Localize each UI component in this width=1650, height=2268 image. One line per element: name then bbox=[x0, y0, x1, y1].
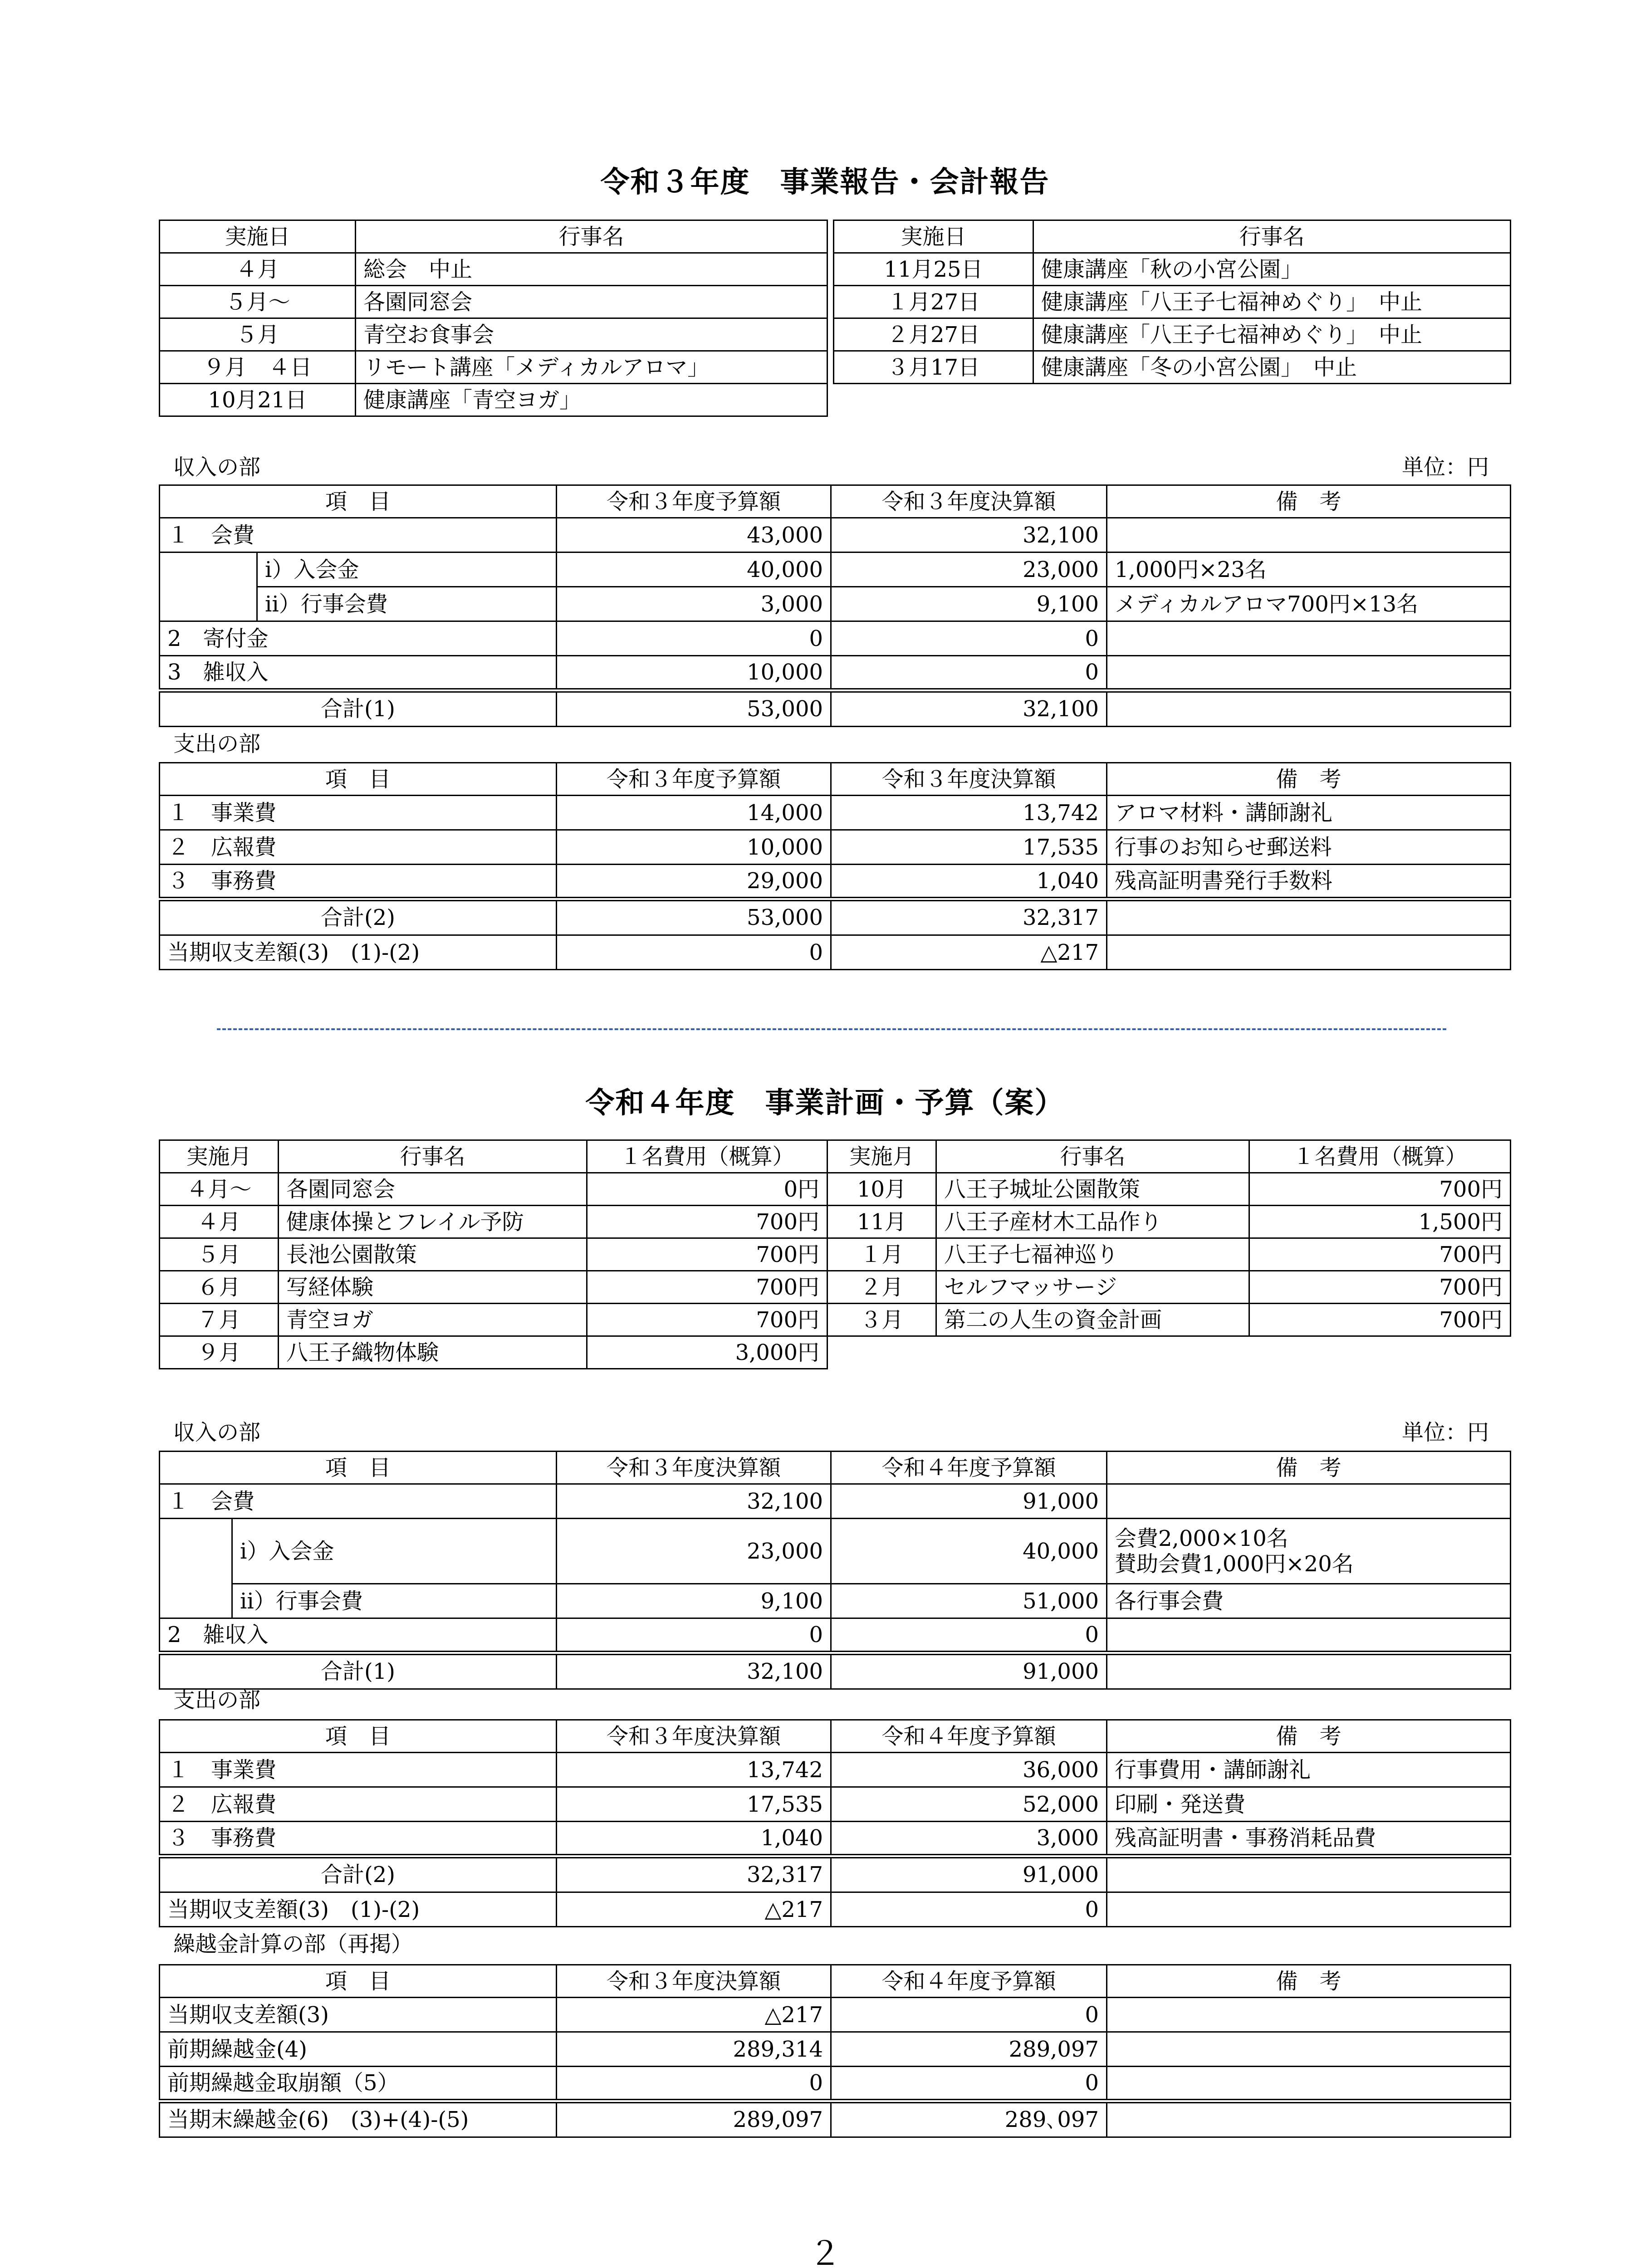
cell: ５月 bbox=[160, 318, 356, 351]
header-remarks: 備 考 bbox=[1107, 1965, 1511, 1998]
table-row bbox=[160, 318, 827, 351]
cell bbox=[1107, 935, 1511, 970]
cell: ２月27日 bbox=[834, 318, 1033, 351]
cell: 合計(2) bbox=[160, 899, 557, 935]
table-row bbox=[160, 1584, 1511, 1618]
table-row bbox=[160, 552, 1511, 587]
cell: 91,000 bbox=[831, 1653, 1107, 1689]
table-row bbox=[160, 1336, 827, 1369]
header-remarks: 備 考 bbox=[1107, 1452, 1511, 1484]
header-cost: １名費用（概算） bbox=[1249, 1140, 1511, 1173]
cell: 0 bbox=[557, 935, 831, 970]
header-item: 項 目 bbox=[160, 1720, 557, 1753]
cell: ⅱ）行事会費 bbox=[232, 1584, 557, 1618]
cell: 14,000 bbox=[557, 796, 831, 830]
indent-cell bbox=[160, 1519, 232, 1584]
cell: 健康体操とフレイル予防 bbox=[279, 1206, 587, 1238]
header-item: 項 目 bbox=[160, 485, 557, 518]
income-section-label-2: 収入の部 bbox=[173, 1420, 261, 1445]
header-event: 行事名 bbox=[279, 1140, 587, 1173]
cell: 52,000 bbox=[831, 1787, 1107, 1822]
cell bbox=[1107, 1856, 1511, 1892]
cell: ２ 広報費 bbox=[160, 830, 557, 865]
cell: 10,000 bbox=[557, 656, 831, 690]
table-row bbox=[160, 587, 1511, 621]
table-row bbox=[160, 830, 1511, 865]
cell: 32,100 bbox=[557, 1653, 831, 1689]
cell: 10,000 bbox=[557, 830, 831, 865]
table-row bbox=[160, 865, 1511, 899]
events-fy4-right-table bbox=[827, 1139, 1511, 1337]
cell: △217 bbox=[557, 1892, 831, 1927]
cell: ⅰ）入会金 bbox=[232, 1519, 557, 1584]
header-actual: 令和３年度決算額 bbox=[831, 485, 1107, 518]
cell: 32,100 bbox=[831, 518, 1107, 552]
cell: ９月 ４日 bbox=[160, 351, 356, 384]
header-month: 実施月 bbox=[160, 1140, 279, 1173]
cell bbox=[1107, 2032, 1511, 2067]
header-event: 行事名 bbox=[356, 220, 827, 253]
cell: 当期収支差額(3) bbox=[160, 1998, 557, 2032]
section-divider bbox=[217, 1028, 1446, 1030]
cell: 2 寄付金 bbox=[160, 621, 557, 656]
header-budget: 令和３年度予算額 bbox=[557, 763, 831, 796]
table-row bbox=[160, 1998, 1511, 2032]
cell: 53,000 bbox=[557, 899, 831, 935]
table-row bbox=[160, 253, 827, 286]
cell: 各行事会費 bbox=[1107, 1584, 1511, 1618]
header-actual: 令和３年度決算額 bbox=[557, 1720, 831, 1753]
cell: 行事費用・講師謝礼 bbox=[1107, 1753, 1511, 1787]
cell: 青空お食事会 bbox=[356, 318, 827, 351]
cell: 健康講座「秋の小宮公園」 bbox=[1033, 253, 1511, 286]
expense-section-label: 支出の部 bbox=[173, 731, 261, 757]
header-remarks: 備 考 bbox=[1107, 1720, 1511, 1753]
table-row bbox=[160, 1753, 1511, 1787]
cell: 八王子七福神巡り bbox=[936, 1238, 1249, 1271]
table-row bbox=[827, 1238, 1511, 1271]
income-fy4-table bbox=[159, 1451, 1511, 1690]
cell bbox=[1107, 690, 1511, 727]
cell: 0 bbox=[557, 621, 831, 656]
header-remarks: 備 考 bbox=[1107, 763, 1511, 796]
cell bbox=[1107, 518, 1511, 552]
cell: メディカルアロマ700円×13名 bbox=[1107, 587, 1511, 621]
cell bbox=[1107, 899, 1511, 935]
cell: 700円 bbox=[587, 1271, 827, 1304]
header-event: 行事名 bbox=[936, 1140, 1249, 1173]
cell bbox=[1107, 1484, 1511, 1519]
header-event: 行事名 bbox=[1033, 220, 1511, 253]
unit-label-2: 単位：円 bbox=[1402, 1420, 1489, 1445]
cell: 行事のお知らせ郵送料 bbox=[1107, 830, 1511, 865]
cell: 11月25日 bbox=[834, 253, 1033, 286]
cell bbox=[1107, 1998, 1511, 2032]
cell: 残高証明書・事務消耗品費 bbox=[1107, 1822, 1511, 1856]
cell: 51,000 bbox=[831, 1584, 1107, 1618]
cell bbox=[1107, 2101, 1511, 2137]
title-fy4-plan: 令和４年度 事業計画・予算（案） bbox=[585, 1086, 1065, 1120]
cell: 289,097 bbox=[831, 2032, 1107, 2067]
cell: １月27日 bbox=[834, 286, 1033, 318]
cell: 32,100 bbox=[831, 690, 1107, 727]
cell bbox=[1107, 621, 1511, 656]
indent-cell bbox=[160, 1584, 232, 1618]
cell: 700円 bbox=[587, 1206, 827, 1238]
table-row bbox=[160, 1519, 1511, 1584]
cell: 700円 bbox=[587, 1304, 827, 1336]
cell: 1,040 bbox=[557, 1822, 831, 1856]
expense-fy3-table bbox=[159, 762, 1511, 970]
table-row bbox=[160, 286, 827, 318]
header-date: 実施日 bbox=[834, 220, 1033, 253]
table-row bbox=[160, 1238, 827, 1271]
table-row-total bbox=[160, 1856, 1511, 1892]
carryover-table bbox=[159, 1964, 1511, 2138]
cell: 健康講座「八王子七福神めぐり」 中止 bbox=[1033, 318, 1511, 351]
header-item: 項 目 bbox=[160, 1452, 557, 1484]
table-row bbox=[160, 1484, 1511, 1519]
cell: ⅱ）行事会費 bbox=[257, 587, 557, 621]
cell: 32,100 bbox=[557, 1484, 831, 1519]
cell: △217 bbox=[831, 935, 1107, 970]
table-row bbox=[827, 1173, 1511, 1206]
cell: ２ 広報費 bbox=[160, 1787, 557, 1822]
cell: 合計(2) bbox=[160, 1856, 557, 1892]
cell: １ 事業費 bbox=[160, 796, 557, 830]
cell: 印刷・発送費 bbox=[1107, 1787, 1511, 1822]
table-row bbox=[160, 796, 1511, 830]
cell: 長池公園散策 bbox=[279, 1238, 587, 1271]
cell: ４月～ bbox=[160, 1173, 279, 1206]
table-row bbox=[160, 1173, 827, 1206]
cell: 0 bbox=[831, 1892, 1107, 1927]
cell: △217 bbox=[557, 1998, 831, 2032]
table-row bbox=[827, 1206, 1511, 1238]
cell: 3,000 bbox=[557, 587, 831, 621]
indent-cell bbox=[160, 552, 257, 587]
header-month: 実施月 bbox=[827, 1140, 936, 1173]
cell: 53,000 bbox=[557, 690, 831, 727]
table-row bbox=[834, 318, 1511, 351]
table-row-total bbox=[160, 899, 1511, 935]
cell: 写経体験 bbox=[279, 1271, 587, 1304]
header-item: 項 目 bbox=[160, 1965, 557, 1998]
cell: 13,742 bbox=[557, 1753, 831, 1787]
remark-line: 賛助会費1,000円×20名 bbox=[1115, 1551, 1354, 1577]
cell: 43,000 bbox=[557, 518, 831, 552]
cell: 1,500円 bbox=[1249, 1206, 1511, 1238]
cell: 32,317 bbox=[557, 1856, 831, 1892]
cell: セルフマッサージ bbox=[936, 1271, 1249, 1304]
cell: 0 bbox=[831, 621, 1107, 656]
cell: 700円 bbox=[1249, 1238, 1511, 1271]
cell: 各園同窓会 bbox=[279, 1173, 587, 1206]
header-actual: 令和３年度決算額 bbox=[831, 763, 1107, 796]
cell: 青空ヨガ bbox=[279, 1304, 587, 1336]
cell: １月 bbox=[827, 1238, 936, 1271]
cell bbox=[1107, 2067, 1511, 2101]
cell: 9,100 bbox=[557, 1584, 831, 1618]
cell: 八王子織物体験 bbox=[279, 1336, 587, 1369]
cell: 0円 bbox=[587, 1173, 827, 1206]
cell: 八王子城址公園散策 bbox=[936, 1173, 1249, 1206]
cell: 10月21日 bbox=[160, 384, 356, 416]
carryover-section-label: 繰越金計算の部（再掲） bbox=[173, 1931, 413, 1957]
cell: ４月 bbox=[160, 1206, 279, 1238]
unit-label: 単位：円 bbox=[1402, 455, 1489, 480]
cell: 総会 中止 bbox=[356, 253, 827, 286]
events-fy3-left-table bbox=[159, 220, 828, 417]
table-row bbox=[160, 1787, 1511, 1822]
cell: ９月 bbox=[160, 1336, 279, 1369]
table-row bbox=[160, 1304, 827, 1336]
cell bbox=[1107, 656, 1511, 690]
income-section-label: 収入の部 bbox=[173, 455, 261, 480]
cell: 32,317 bbox=[831, 899, 1107, 935]
header-budget: 令和３年度予算額 bbox=[557, 485, 831, 518]
table-row bbox=[160, 1822, 1511, 1856]
cell: 0 bbox=[831, 1618, 1107, 1653]
table-row bbox=[160, 1271, 827, 1304]
cell: 健康講座「八王子七福神めぐり」 中止 bbox=[1033, 286, 1511, 318]
cell: ３ 事務費 bbox=[160, 1822, 557, 1856]
remarks-cell-multiline bbox=[1107, 1519, 1511, 1584]
cell: 700円 bbox=[1249, 1173, 1511, 1206]
table-row-total bbox=[160, 2101, 1511, 2137]
cell: 289､097 bbox=[831, 2101, 1107, 2137]
cell: ６月 bbox=[160, 1271, 279, 1304]
cell: 700円 bbox=[1249, 1304, 1511, 1336]
table-row bbox=[160, 2067, 1511, 2101]
page-number: ２ bbox=[808, 2234, 842, 2268]
cell: 700円 bbox=[1249, 1271, 1511, 1304]
header-date: 実施日 bbox=[160, 220, 356, 253]
table-row bbox=[160, 351, 827, 384]
cell: 合計(1) bbox=[160, 1653, 557, 1689]
header-budget: 令和４年度予算額 bbox=[831, 1720, 1107, 1753]
events-fy3-right-table bbox=[833, 220, 1511, 384]
cell: 9,100 bbox=[831, 587, 1107, 621]
cell bbox=[1107, 1892, 1511, 1927]
cell: リモート講座「メディカルアロマ」 bbox=[356, 351, 827, 384]
cell: 289,097 bbox=[557, 2101, 831, 2137]
cell: 1,000円×23名 bbox=[1107, 552, 1511, 587]
cell: 29,000 bbox=[557, 865, 831, 899]
table-row-balance bbox=[160, 1892, 1511, 1927]
cell bbox=[1107, 1653, 1511, 1689]
cell: ７月 bbox=[160, 1304, 279, 1336]
table-row-total bbox=[160, 1653, 1511, 1689]
cell: 23,000 bbox=[557, 1519, 831, 1584]
cell: 前期繰越金(4) bbox=[160, 2032, 557, 2067]
indent-cell bbox=[160, 587, 257, 621]
cell: 91,000 bbox=[831, 1856, 1107, 1892]
header-actual: 令和３年度決算額 bbox=[557, 1965, 831, 1998]
cell: １ 会費 bbox=[160, 1484, 557, 1519]
cell: ３ 事務費 bbox=[160, 865, 557, 899]
cell: 前期繰越金取崩額（5） bbox=[160, 2067, 557, 2101]
cell: 健康講座「青空ヨガ」 bbox=[356, 384, 827, 416]
cell: 各園同窓会 bbox=[356, 286, 827, 318]
cell: 10月 bbox=[827, 1173, 936, 1206]
cell: ２月 bbox=[827, 1271, 936, 1304]
header-item: 項 目 bbox=[160, 763, 557, 796]
cell: 残高証明書発行手数料 bbox=[1107, 865, 1511, 899]
cell: ５月～ bbox=[160, 286, 356, 318]
remark-line: 会費2,000×10名 bbox=[1115, 1525, 1288, 1551]
expense-section-label-2: 支出の部 bbox=[173, 1687, 261, 1713]
table-row-total bbox=[160, 690, 1511, 727]
cell: 当期末繰越金(6) (3)+(4)-(5) bbox=[160, 2101, 557, 2137]
cell bbox=[1107, 1618, 1511, 1653]
cell: 3,000円 bbox=[587, 1336, 827, 1369]
cell: 0 bbox=[557, 2067, 831, 2101]
cell: 八王子産材木工品作り bbox=[936, 1206, 1249, 1238]
table-row bbox=[160, 656, 1511, 690]
cell: 36,000 bbox=[831, 1753, 1107, 1787]
cell: 健康講座「冬の小宮公園」 中止 bbox=[1033, 351, 1511, 384]
cell: 0 bbox=[557, 1618, 831, 1653]
cell: 700円 bbox=[587, 1238, 827, 1271]
cell: 3,000 bbox=[831, 1822, 1107, 1856]
header-budget: 令和４年度予算額 bbox=[831, 1452, 1107, 1484]
cell: 当期収支差額(3) (1)-(2) bbox=[160, 935, 557, 970]
cell: 40,000 bbox=[557, 552, 831, 587]
header-cost: １名費用（概算） bbox=[587, 1140, 827, 1173]
cell: 289,314 bbox=[557, 2032, 831, 2067]
table-row bbox=[827, 1271, 1511, 1304]
cell: １ 会費 bbox=[160, 518, 557, 552]
table-row bbox=[834, 286, 1511, 318]
cell: 第二の人生の資金計画 bbox=[936, 1304, 1249, 1336]
table-row bbox=[827, 1304, 1511, 1336]
table-row bbox=[160, 1206, 827, 1238]
cell: 17,535 bbox=[831, 830, 1107, 865]
cell: 3 雑収入 bbox=[160, 656, 557, 690]
cell: ⅰ）入会金 bbox=[257, 552, 557, 587]
cell: ４月 bbox=[160, 253, 356, 286]
cell: １ 事業費 bbox=[160, 1753, 557, 1787]
cell: ５月 bbox=[160, 1238, 279, 1271]
header-actual: 令和３年度決算額 bbox=[557, 1452, 831, 1484]
table-row bbox=[160, 621, 1511, 656]
cell: 11月 bbox=[827, 1206, 936, 1238]
header-remarks: 備 考 bbox=[1107, 485, 1511, 518]
cell: 1,040 bbox=[831, 865, 1107, 899]
table-row bbox=[160, 1618, 1511, 1653]
cell: 合計(1) bbox=[160, 690, 557, 727]
cell: 23,000 bbox=[831, 552, 1107, 587]
table-row bbox=[834, 253, 1511, 286]
title-fy3-report: 令和３年度 事業報告・会計報告 bbox=[600, 165, 1050, 199]
table-row-balance bbox=[160, 935, 1511, 970]
table-row bbox=[834, 351, 1511, 384]
income-fy3-table bbox=[159, 484, 1511, 727]
expense-fy4-table bbox=[159, 1719, 1511, 1927]
events-fy4-left-table bbox=[159, 1139, 828, 1369]
cell: 0 bbox=[831, 2067, 1107, 2101]
cell: ３月 bbox=[827, 1304, 936, 1336]
cell: ３月17日 bbox=[834, 351, 1033, 384]
table-row bbox=[160, 2032, 1511, 2067]
cell: 当期収支差額(3) (1)-(2) bbox=[160, 1892, 557, 1927]
cell: 91,000 bbox=[831, 1484, 1107, 1519]
cell: 0 bbox=[831, 1998, 1107, 2032]
cell: 13,742 bbox=[831, 796, 1107, 830]
table-row bbox=[160, 384, 827, 416]
table-row bbox=[160, 518, 1511, 552]
cell: アロマ材料・講師謝礼 bbox=[1107, 796, 1511, 830]
cell: 2 雑収入 bbox=[160, 1618, 557, 1653]
cell: 0 bbox=[831, 656, 1107, 690]
cell: 17,535 bbox=[557, 1787, 831, 1822]
header-budget: 令和４年度予算額 bbox=[831, 1965, 1107, 1998]
cell: 40,000 bbox=[831, 1519, 1107, 1584]
